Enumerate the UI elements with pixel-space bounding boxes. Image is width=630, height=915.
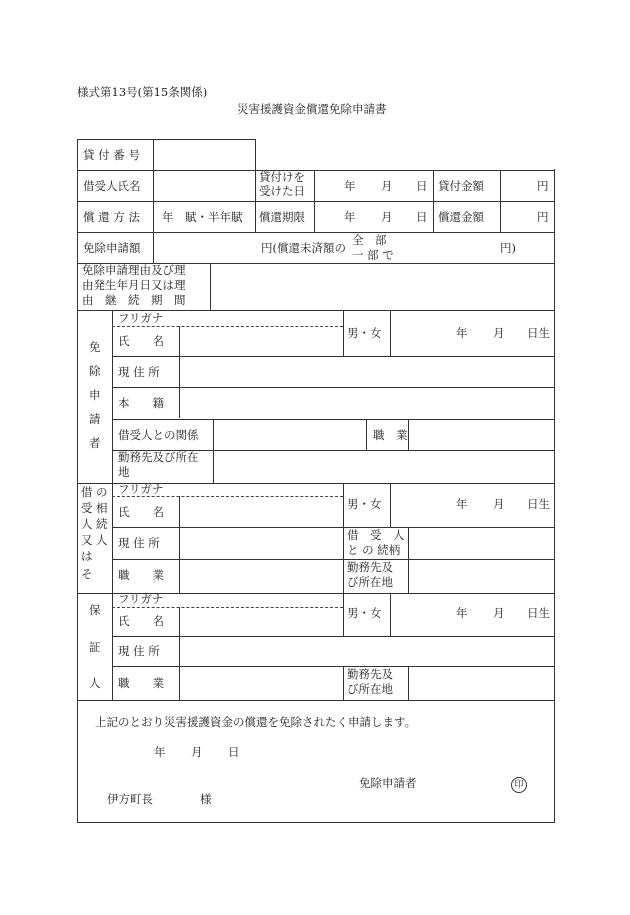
reason-label-3: 由 継 続 期 間 [82,293,186,307]
guarantor-occupation-label: 職 業 [118,676,164,690]
guarantor-gender[interactable]: 男・女 [347,606,382,620]
loan-amount-label: 貸付金額 [438,179,484,193]
heir-address-label: 現 住 所 [118,536,160,550]
applicant-occupation-label: 職 業 [373,428,408,442]
heir-birth-year: 年 [456,497,468,511]
applicant-workplace-label-1: 勤務先及び所在 [118,450,199,464]
heir-workplace-label-1: 勤務先及 [347,560,393,574]
application-year: 年 [154,745,166,759]
exempt-amount-text: 円(償還未済額の [261,241,346,255]
application-statement: 上記のとおり災害援護資金の償還を免除されたく申請します。 [95,715,417,729]
loan-date-label-2: 受けた日 [259,184,305,198]
heir-gender[interactable]: 男・女 [347,497,382,511]
applicant-workplace-label-2: 地 [118,465,130,479]
reason-label-2: 由発生年月日又は理 [82,278,186,292]
heir-birth-month: 月 [493,497,505,511]
applicant-relation-label: 借受人との関係 [118,428,199,442]
heir-workplace-label-2: び所在地 [347,575,393,589]
loan-number-field[interactable] [154,140,254,169]
seal-icon: 印 [511,777,527,793]
addressee-honorific: 様 [200,792,212,806]
applicant-birth-year: 年 [456,326,468,340]
guarantor-address-label: 現 住 所 [118,644,160,658]
repay-method-label: 償 還 方 法 [83,210,140,224]
heir-furigana-label: フリガナ [118,482,164,496]
applicant-address-label: 現 住 所 [118,365,160,379]
application-day: 日 [228,745,240,759]
heir-relation-label-2: と の 続柄 [347,543,401,557]
repay-amount-label: 償還金額 [438,210,484,224]
part-option[interactable]: 一 部 で [352,248,394,262]
heir-relation-label-1: 借 受 人 [347,528,405,542]
borrower-name-field[interactable] [154,171,254,200]
guarantor-name-label: 氏 名 [118,614,164,628]
reason-field[interactable] [211,264,554,309]
reason-label-1: 免除申請理由及び理 [82,263,186,277]
addressee: 伊方町長 [107,792,153,806]
applicant-signature-label: 免除申請者 [359,776,417,790]
guarantor-furigana-label: フリガナ [118,592,164,606]
applicant-name-label: 氏 名 [118,334,164,348]
applicant-birth-month: 月 [493,326,505,340]
guarantor-birth-day: 日生 [527,606,550,620]
applicant-honseki-label: 本 籍 [118,396,164,410]
loan-date-label-1: 貸付けを [259,170,305,184]
applicant-gender[interactable]: 男・女 [347,326,382,340]
heir-occupation-label: 職 業 [118,568,164,582]
guarantor-birth-month: 月 [493,606,505,620]
guarantor-workplace-label-1: 勤務先及 [347,667,393,681]
repay-term-day: 日 [416,210,428,224]
applicant-birth-day: 日生 [527,326,550,340]
loan-number-label: 貸 付 番 号 [83,148,140,162]
form-number: 様式第13号(第15条関係) [77,85,208,99]
guarantor-workplace-label-2: び所在地 [347,682,393,696]
application-month: 月 [191,745,203,759]
repay-term-month: 月 [381,210,393,224]
repay-amount-yen: 円 [537,210,549,224]
exempt-amount-label: 免除申請額 [83,241,141,255]
loan-date-day: 日 [416,179,428,193]
heir-name-label: 氏 名 [118,505,164,519]
repay-term-year: 年 [344,210,356,224]
heir-birth-day: 日生 [527,497,550,511]
form-title: 災害援護資金償還免除申請書 [237,102,387,116]
all-option[interactable]: 全 部 [352,233,387,247]
loan-date-month: 月 [381,179,393,193]
applicant-furigana-label: フリガナ [118,311,164,325]
repay-term-label: 償還期限 [259,210,305,224]
guarantor-birth-year: 年 [456,606,468,620]
loan-amount-yen: 円 [537,179,549,193]
borrower-name-label: 借受人氏名 [83,179,141,193]
repay-method-value[interactable]: 年 賦・半年賦 [162,210,243,224]
exempt-amount-yen-close: 円) [500,241,516,255]
loan-date-year: 年 [344,179,356,193]
